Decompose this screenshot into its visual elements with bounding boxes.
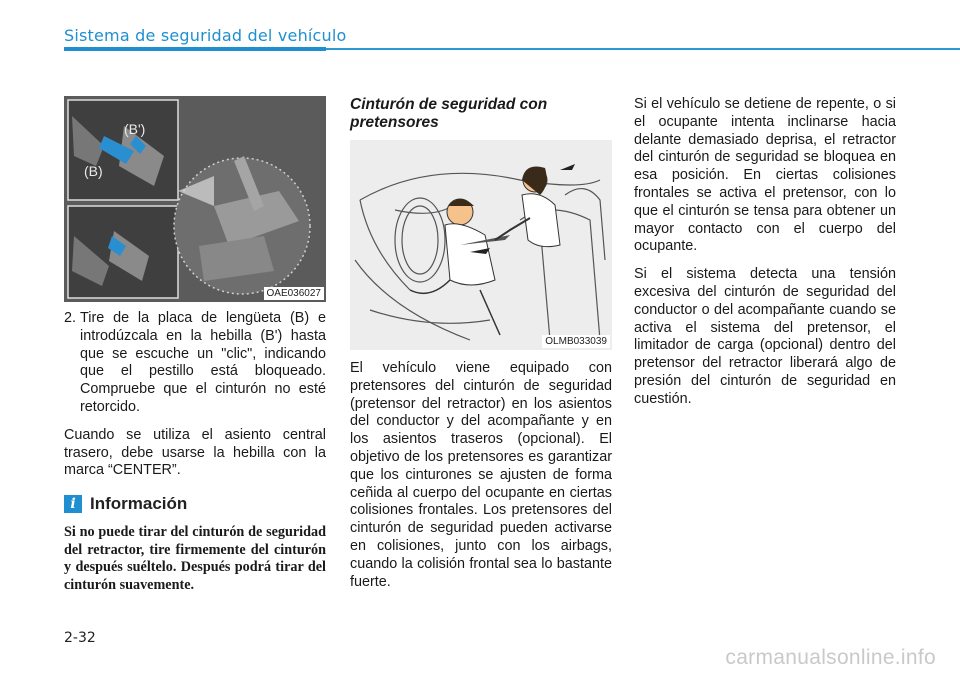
- info-text: Si no puede tirar del cinturón de seguridad del retractor, tire firmemente del cinturón y después suéltelo. Después podrá tirar del cinturón suavemente.: [64, 524, 326, 593]
- watermark: carmanualsonline.info: [725, 646, 936, 669]
- section-header-title: Sistema de seguridad del vehículo: [64, 26, 347, 45]
- info-title: Información: [90, 494, 188, 514]
- pretensioner-section-title: Cinturón de seguridad con pretensores: [350, 96, 548, 131]
- label-b-prime: (B'): [124, 121, 146, 137]
- step-text: Tire de la placa de lengüeta (B) e introdúzcala en la hebilla (B') hasta que se escuche un "clic", indicando que el pestillo está bloqueado. Compruebe que el cinturón no esté retorcido.: [80, 310, 326, 415]
- label-b: (B): [84, 163, 103, 179]
- seatbelt-buckle-illustration: [64, 96, 326, 302]
- buckle-drawing: [64, 96, 326, 302]
- figure-code: OLMB033039: [542, 335, 610, 348]
- info-heading: [64, 494, 326, 514]
- header-rule-accent: [64, 47, 326, 51]
- figure-code: OAE036027: [264, 287, 325, 300]
- retractor-lock-paragraph: Si el vehículo se detiene de repente, o si el ocupante intenta inclinarse hacia delante demasiado deprisa, el retractor del cinturón de seguridad se bloquea en esa posición. En ciertas colisiones frontales se activa el pretensor, con lo que el cinturón se tensa para obtener un mayor contacto con el cuerpo del ocupante.: [634, 96, 896, 255]
- center-buckle-paragraph: Cuando se utiliza el asiento central trasero, debe usarse la hebilla con la marca “CENTER”.: [64, 426, 326, 479]
- car-occupants-drawing: [350, 140, 612, 350]
- page-number: 2-32: [64, 630, 96, 646]
- step-number: 2.: [64, 310, 77, 326]
- column-3: [634, 96, 896, 409]
- pretensioner-paragraph: El vehículo viene equipado con pretensores del cinturón de seguridad (pretensor del retractor) en los asientos del conductor y del acompañante y en los asientos traseros (opcional). El objetivo de los pretensores es garantizar que los cinturones se ajusten de forma ceñida al cuerpo del ocupante en ciertas colisiones frontales. Los pretensores del cinturón de seguridad pueden activarse en colisiones, junto con los airbags, cuando la colisión frontal sea lo bastante fuerte.: [350, 360, 612, 590]
- info-icon: i: [64, 495, 82, 513]
- load-limiter-paragraph: Si el sistema detecta una tensión excesiva del cinturón de seguridad del conductor o del acompañante cuando se activa el sistema del pretensor, el limitador de carga (opcional) dentro del pretensor del retractor liberará algo de presión del cinturón de seguridad en cuestión.: [634, 266, 896, 407]
- pretensioner-illustration: [350, 140, 612, 350]
- column-1: [64, 96, 326, 609]
- instruction-step: [64, 310, 326, 417]
- column-2: [350, 96, 612, 591]
